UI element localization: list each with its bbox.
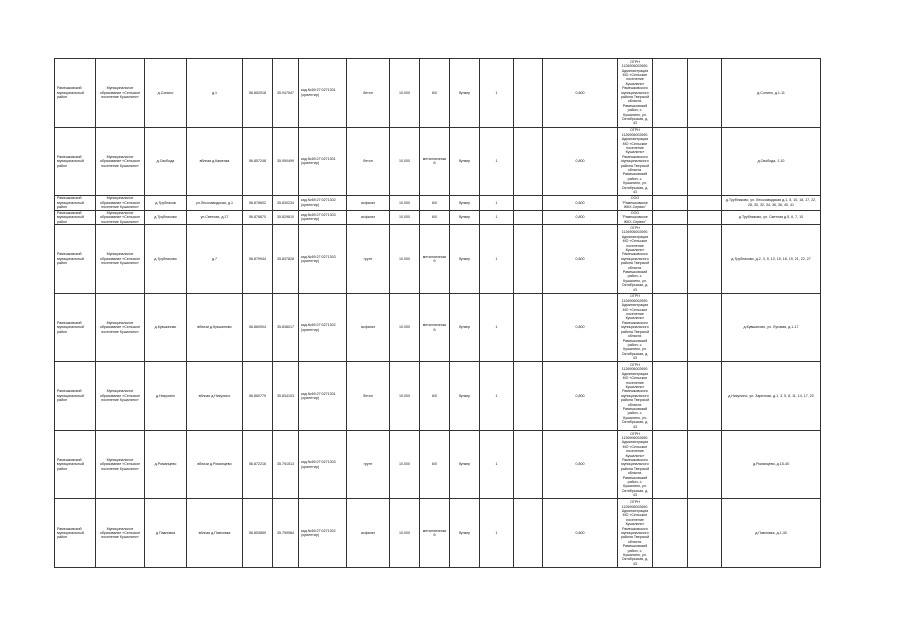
municipality-cell: Муниципальное образование «Сельское поселение Кушалино» (96, 127, 145, 196)
area-cell: 10.000 (390, 225, 420, 294)
container-count-cell: 1 (480, 127, 514, 196)
container-count-cell: 1 (480, 196, 514, 211)
street-cell: вблизи д.Павловка (187, 499, 243, 568)
container-type-cell: бункер (450, 59, 480, 128)
volume-cell: 0,800 (543, 59, 618, 128)
container-material-cell: 6/0 (420, 59, 450, 128)
owner-info-cell: ОГРН 1126906002690. Администрация МО «Сельское поселение Кушалино» Рамешковского муниципального района Тверской области. Рамешковский район, с. Кушалино, ул. Октябрьская, д. 43 (618, 225, 653, 294)
municipal-district-cell: Рамешковский муниципальный район (55, 196, 96, 211)
empty-cell (514, 499, 543, 568)
waste-sites-table (54, 58, 821, 568)
empty-cell (653, 430, 688, 499)
longitude-cell: 35.834103 (273, 362, 299, 431)
longitude-cell: 35.751513 (273, 430, 299, 499)
table-row (55, 127, 821, 196)
empty-cell (514, 293, 543, 362)
empty-cell (514, 225, 543, 294)
longitude-cell: 35.950499 (273, 127, 299, 196)
municipality-cell: Муниципальное образование «Сельское поселение Кушалино» (96, 293, 145, 362)
longitude-cell: 35.830234 (273, 196, 299, 211)
container-material-cell: металлический (420, 293, 450, 362)
surface-cell: бетон (347, 59, 390, 128)
volume-cell: 0,800 (543, 430, 618, 499)
locality-cell: д.Трубниково (145, 210, 187, 225)
table-row (55, 196, 821, 211)
owner-info-cell: ОГРН 1126906002690. Администрация МО «Сельское поселение Кушалино» Рамешковского муниципального района Тверской области. Рамешковский район, с. Кушалино, ул. Октябрьская, д. 43 (618, 127, 653, 196)
municipal-district-cell: Рамешковский муниципальный район (55, 293, 96, 362)
volume-cell: 0,800 (543, 499, 618, 568)
table-row (55, 499, 821, 568)
source-objects-cell: д.Трубниково, ул. Лесозаводская д.1, 5, 10, 18, 17, 22, 28, 30, 32, 34, 36, 38, 40, 41 (722, 196, 821, 211)
owner-info-cell: ОГРН 1126906002690. Администрация МО «Сельское поселение Кушалино» Рамешковского муниципального района Тверской области. Рамешковский район, с. Кушалино, ул. Октябрьская, д. 43 (618, 293, 653, 362)
cadastral-number-cell: кад.№69:27:0271303 (ориентир) (299, 430, 347, 499)
owner-info-cell: ОГРН 1126906002690. Администрация МО «Сельское поселение Кушалино» Рамешковского муниципального района Тверской области. Рамешковский район, с. Кушалино, ул. Октябрьская, д. 43 (618, 430, 653, 499)
locality-cell: д.Трубниково (145, 225, 187, 294)
empty-cell (514, 127, 543, 196)
container-material-cell: 6/0 (420, 362, 450, 431)
latitude-cell: 56.857248 (243, 127, 273, 196)
table-row (55, 293, 821, 362)
empty-cell (688, 210, 722, 225)
source-objects-cell: д.Свобода, 1-10 (722, 127, 821, 196)
volume-cell: 0,800 (543, 362, 618, 431)
longitude-cell: 35.838017 (273, 293, 299, 362)
street-cell: д.1 (187, 59, 243, 128)
surface-cell: асфальт (347, 293, 390, 362)
container-type-cell: бункер (450, 362, 480, 431)
empty-cell (653, 499, 688, 568)
container-material-cell: 6/0 (420, 196, 450, 211)
cadastral-number-cell: кад.№69:27:0271302 (ориентир) (299, 196, 347, 211)
empty-cell (653, 59, 688, 128)
cadastral-number-cell: кад.№69:27:0271301 (ориентир) (299, 59, 347, 128)
empty-cell (514, 196, 543, 211)
container-type-cell: бункер (450, 225, 480, 294)
container-type-cell: бункер (450, 210, 480, 225)
container-type-cell: бункер (450, 499, 480, 568)
container-type-cell: бункер (450, 127, 480, 196)
empty-cell (688, 225, 722, 294)
latitude-cell: 56.853859 (243, 499, 273, 568)
source-objects-cell: д.Кувшиново, ул. Луговая, д.1-17 (722, 293, 821, 362)
locality-cell: д.Павловка (145, 499, 187, 568)
owner-info-cell: ООО "Рамешковское ЖКХ-Сервис" (618, 196, 653, 211)
owner-info-cell: ОГРН 1126906002690. Администрация МО «Сельское поселение Кушалино» Рамешковского муниципального района Тверской области. Рамешковский район, с. Кушалино, ул. Октябрьская, д. 43 (618, 362, 653, 431)
municipality-cell: Муниципальное образование «Сельское поселение Кушалино» (96, 362, 145, 431)
empty-cell (688, 362, 722, 431)
cadastral-number-cell: кад.№69:27:0271303 (ориентир) (299, 210, 347, 225)
table-row (55, 59, 821, 128)
municipal-district-cell: Рамешковский муниципальный район (55, 430, 96, 499)
surface-cell: бетон (347, 362, 390, 431)
container-material-cell: металлический (420, 225, 450, 294)
source-objects-cell: д.Романцево, д.15-40 (722, 430, 821, 499)
owner-info-cell: ОГРН 1126906002690. Администрация МО «Сельское поселение Кушалино» Рамешковского муниципального района Тверской области. Рамешковский район, с. Кушалино, ул. Октябрьская, д. 43 (618, 499, 653, 568)
municipal-district-cell: Рамешковский муниципальный район (55, 499, 96, 568)
municipality-cell: Муниципальное образование «Сельское поселение Кушалино» (96, 210, 145, 225)
locality-cell: д.Никулино (145, 362, 187, 431)
source-objects-cell: д.Сонино, д.1-11 (722, 59, 821, 128)
cadastral-number-cell: кад.№69:27:0271302 (ориентир) (299, 499, 347, 568)
container-count-cell: 1 (480, 210, 514, 225)
container-count-cell: 1 (480, 59, 514, 128)
area-cell: 10.000 (390, 196, 420, 211)
street-cell: вблизи д.Кувшиново (187, 293, 243, 362)
empty-cell (688, 59, 722, 128)
volume-cell: 0,800 (543, 196, 618, 211)
container-type-cell: бункер (450, 196, 480, 211)
empty-cell (653, 127, 688, 196)
container-count-cell: 1 (480, 293, 514, 362)
latitude-cell: 56.872216 (243, 430, 273, 499)
surface-cell: асфальт (347, 196, 390, 211)
area-cell: 10.000 (390, 210, 420, 225)
latitude-cell: 56.878670 (243, 210, 273, 225)
empty-cell (653, 362, 688, 431)
container-type-cell: бункер (450, 430, 480, 499)
empty-cell (688, 430, 722, 499)
municipal-district-cell: Рамешковский муниципальный район (55, 225, 96, 294)
empty-cell (514, 430, 543, 499)
latitude-cell: 56.860779 (243, 362, 273, 431)
locality-cell: д.Романцево (145, 430, 187, 499)
area-cell: 10.000 (390, 59, 420, 128)
source-objects-cell: д.Трубниково, ул. Светлая д.5, 6, 7, 10 (722, 210, 821, 225)
table-row (55, 210, 821, 225)
source-objects-cell: д.Трубниково, д.2, 3, 9, 13, 15, 18, 19, 21, 22, 27 (722, 225, 821, 294)
empty-cell (653, 293, 688, 362)
municipality-cell: Муниципальное образование «Сельское поселение Кушалино» (96, 225, 145, 294)
municipality-cell: Муниципальное образование «Сельское поселение Кушалино» (96, 196, 145, 211)
locality-cell: д.Сонино (145, 59, 187, 128)
container-type-cell: бункер (450, 293, 480, 362)
surface-cell: асфальт (347, 210, 390, 225)
street-cell: вблизи д.Никулино (187, 362, 243, 431)
empty-cell (688, 293, 722, 362)
cadastral-number-cell: кад.№69:27:0271301 (ориентир) (299, 362, 347, 431)
empty-cell (688, 499, 722, 568)
source-objects-cell: д.Павловка, д.1-40 (722, 499, 821, 568)
empty-cell (514, 210, 543, 225)
latitude-cell: 56.879944 (243, 225, 273, 294)
locality-cell: д.Трубников (145, 196, 187, 211)
surface-cell: бетон (347, 127, 390, 196)
street-cell: вблизи д.Каменка (187, 127, 243, 196)
container-count-cell: 1 (480, 362, 514, 431)
longitude-cell: 35.947547 (273, 59, 299, 128)
area-cell: 10.000 (390, 430, 420, 499)
area-cell: 10.000 (390, 499, 420, 568)
container-material-cell: металлический (420, 499, 450, 568)
surface-cell: грунт (347, 225, 390, 294)
street-cell: ул.Лесозаводская, д.1 (187, 196, 243, 211)
table-row (55, 225, 821, 294)
street-cell: д.7 (187, 225, 243, 294)
municipality-cell: Муниципальное образование «Сельское поселение Кушалино» (96, 59, 145, 128)
empty-cell (653, 196, 688, 211)
street-cell: ул.Светлая, д.17 (187, 210, 243, 225)
empty-cell (514, 59, 543, 128)
surface-cell: асфальт (347, 499, 390, 568)
longitude-cell: 35.837828 (273, 225, 299, 294)
municipal-district-cell: Рамешковский муниципальный район (55, 59, 96, 128)
area-cell: 10.000 (390, 127, 420, 196)
container-material-cell: 6/0 (420, 430, 450, 499)
empty-cell (688, 127, 722, 196)
table-body (55, 59, 821, 568)
latitude-cell: 56.860904 (243, 293, 273, 362)
owner-info-cell: ООО "Рамешковское ЖКХ-Сервис" (618, 210, 653, 225)
volume-cell: 0,800 (543, 127, 618, 196)
street-cell: вблизи д.Романцево (187, 430, 243, 499)
volume-cell: 0,800 (543, 293, 618, 362)
municipal-district-cell: Рамешковский муниципальный район (55, 362, 96, 431)
empty-cell (514, 362, 543, 431)
source-objects-cell: д.Никулино, ул. Заречная, д.1, 3, 5, 8, 11, 14, 17, 20 (722, 362, 821, 431)
owner-info-cell: ОГРН 1126906002690. Администрация МО «Сельское поселение Кушалино» Рамешковского муниципального района Тверской области. Рамешковский район, с. Кушалино, ул. Октябрьская, д. 43 (618, 59, 653, 128)
table-row (55, 430, 821, 499)
locality-cell: д.Кувшиново (145, 293, 187, 362)
longitude-cell: 35.829810 (273, 210, 299, 225)
longitude-cell: 35.759984 (273, 499, 299, 568)
area-cell: 10.000 (390, 362, 420, 431)
volume-cell: 0,800 (543, 210, 618, 225)
municipality-cell: Муниципальное образование «Сельское поселение Кушалино» (96, 499, 145, 568)
municipal-district-cell: Рамешковский муниципальный район (55, 127, 96, 196)
area-cell: 10.000 (390, 293, 420, 362)
empty-cell (653, 225, 688, 294)
volume-cell: 0,800 (543, 225, 618, 294)
table-row (55, 362, 821, 431)
locality-cell: д.Свобода (145, 127, 187, 196)
latitude-cell: 56.876602 (243, 196, 273, 211)
surface-cell: грунт (347, 430, 390, 499)
container-count-cell: 1 (480, 225, 514, 294)
empty-cell (653, 210, 688, 225)
container-material-cell: 6/0 (420, 210, 450, 225)
empty-cell (688, 196, 722, 211)
cadastral-number-cell: кад.№69:27:0271301 (ориентир) (299, 127, 347, 196)
cadastral-number-cell: кад.№69:27:0271302 (ориентир) (299, 293, 347, 362)
container-count-cell: 1 (480, 499, 514, 568)
latitude-cell: 56.852918 (243, 59, 273, 128)
municipal-district-cell: Рамешковский муниципальный район (55, 210, 96, 225)
municipality-cell: Муниципальное образование «Сельское поселение Кушалино» (96, 430, 145, 499)
container-count-cell: 1 (480, 430, 514, 499)
cadastral-number-cell: кад.№69:27:0271303 (ориентир) (299, 225, 347, 294)
container-material-cell: металлический (420, 127, 450, 196)
